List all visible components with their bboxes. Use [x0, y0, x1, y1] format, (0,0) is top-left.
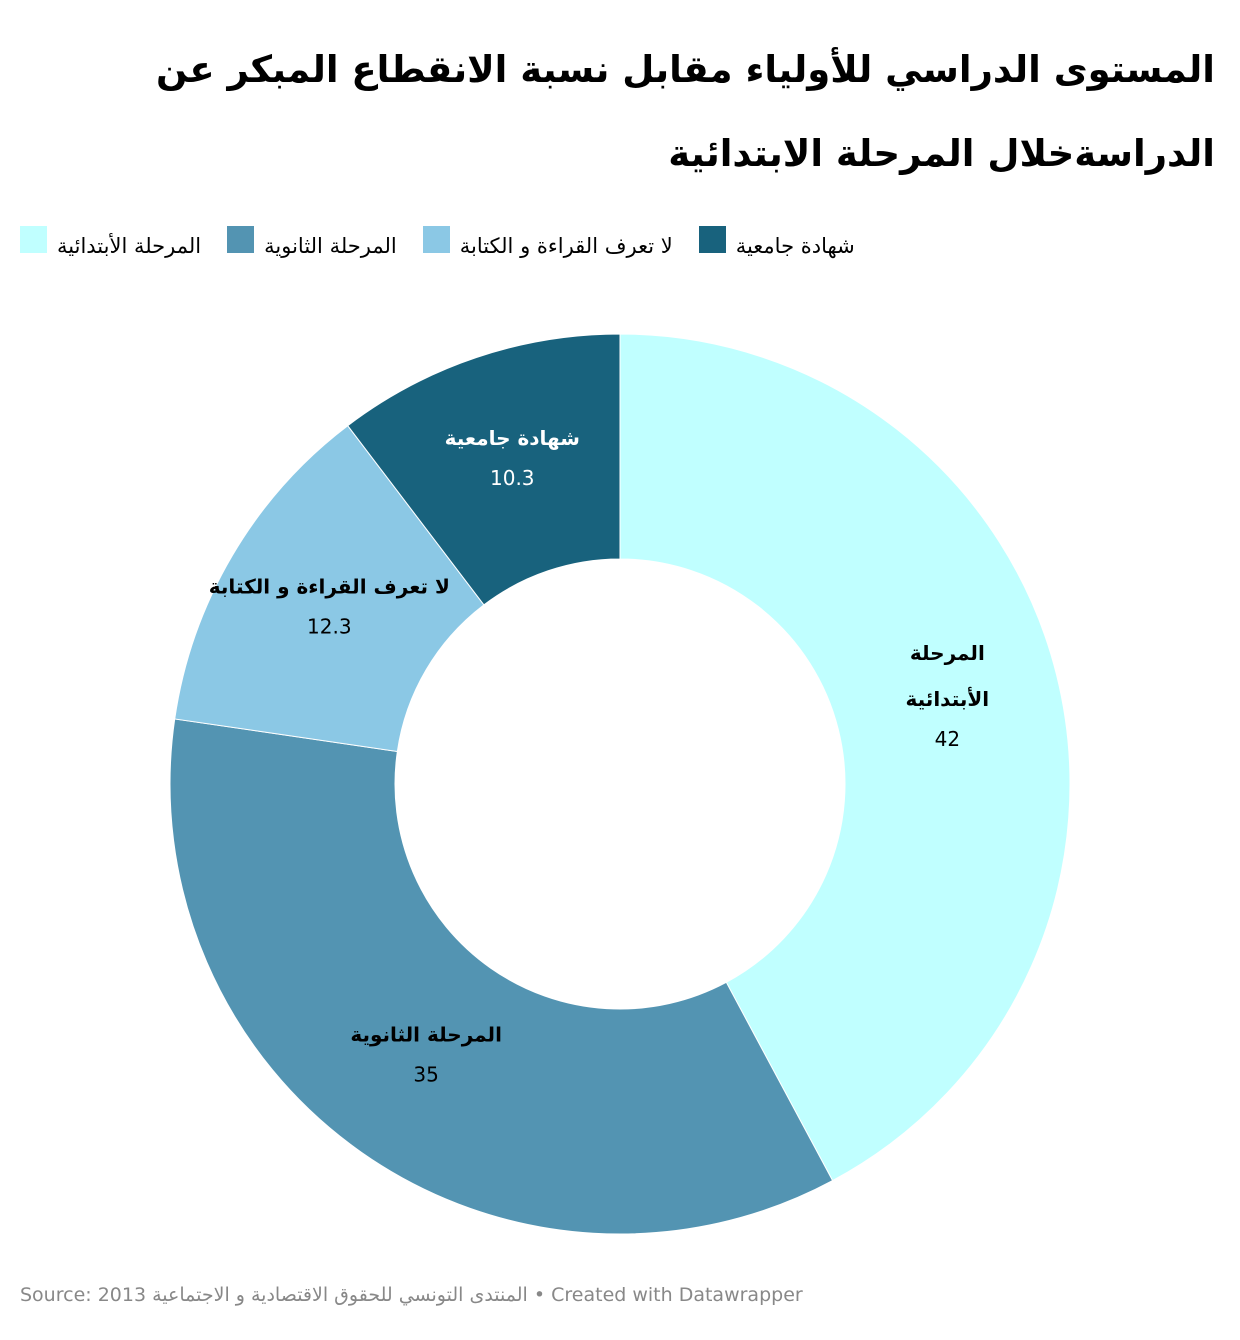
slice-value-label: 42: [934, 726, 961, 751]
legend-label: المرحلة الثانوية: [264, 234, 397, 258]
slice-label: المرحلة الثانوية: [350, 1022, 502, 1047]
legend-label: المرحلة الأبتدائية: [57, 234, 202, 258]
footer: [20, 1284, 803, 1306]
footer-separator: •: [533, 1284, 546, 1306]
slice-secondary: [170, 719, 833, 1234]
slice-value-label: 35: [413, 1062, 439, 1087]
source-prefix: Source: 2013: [20, 1284, 147, 1306]
legend-label: شهادة جامعية: [735, 234, 855, 258]
slice-label: شهادة جامعية: [444, 426, 580, 451]
slice-label: الأبتدائية: [905, 686, 990, 711]
legend-label: لا تعرف القراءة و الكتابة: [459, 234, 673, 258]
chart-title: المستوى الدراسي للأولياء مقابل نسبة الانقطاع المبكر عن الدراسةخلال المرحلة الابتدائية: [156, 48, 1215, 175]
credit-link[interactable]: Created with Datawrapper: [551, 1284, 803, 1306]
source-org: المنتدى التونسي للحقوق الاقتصادية و الاجتماعية: [152, 1284, 528, 1306]
slice-value-label: 12.3: [307, 614, 352, 639]
slice-value-label: 10.3: [490, 466, 535, 491]
slice-label: لا تعرف القراءة و الكتابة: [208, 574, 450, 599]
slice-label: المرحلة: [909, 640, 985, 665]
